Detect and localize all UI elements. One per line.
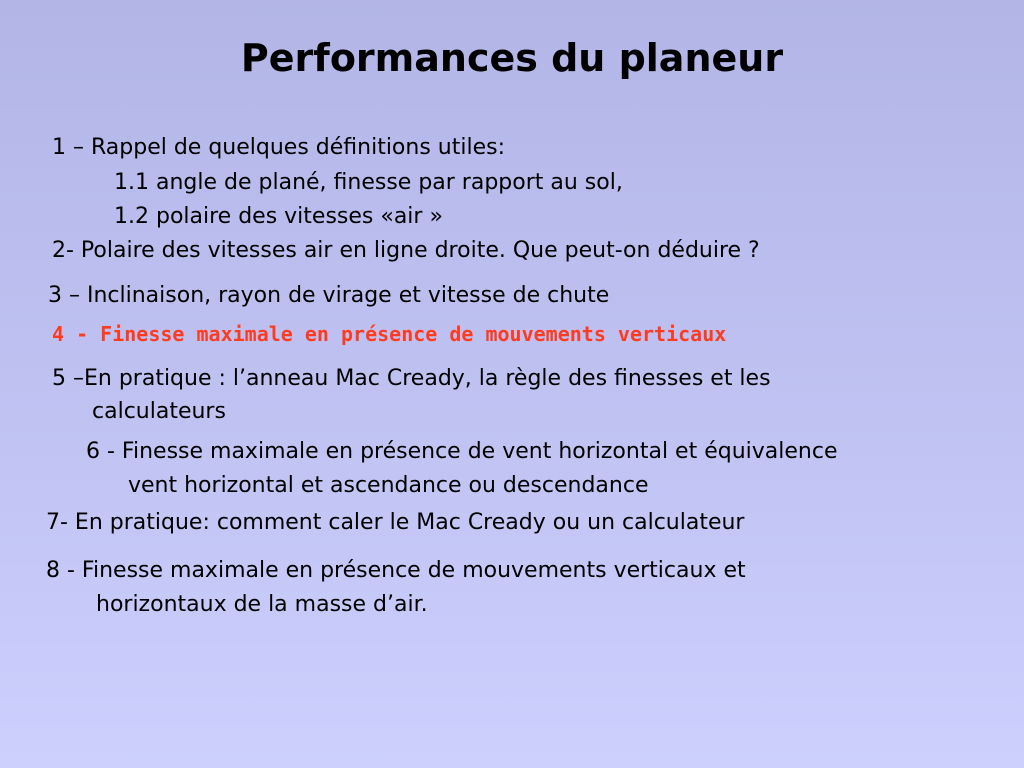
slide-title: Performances du planeur [240,36,784,80]
outline-item-5: 5 –En pratique : l’anneau Mac Cready, la règle des finesses et les [52,366,771,391]
outline-subitem-1-2: 1.2 polaire des vitesses «air » [114,204,443,229]
outline-item-8-continuation: horizontaux de la masse d’air. [96,592,428,617]
outline-item-7: 7- En pratique: comment caler le Mac Cready ou un calculateur [46,510,745,535]
outline-item-4-highlighted: 4 - Finesse maximale en présence de mouvements verticaux [52,322,727,346]
outline-item-3: 3 – Inclinaison, rayon de virage et vitesse de chute [48,283,610,308]
outline-item-2: 2- Polaire des vitesses air en ligne droite. Que peut-on déduire ? [52,238,760,263]
outline-subitem-1-1: 1.1 angle de plané, finesse par rapport au sol, [114,170,623,195]
outline-item-5-continuation: calculateurs [92,399,226,424]
outline-item-8: 8 - Finesse maximale en présence de mouvements verticaux et [46,558,746,583]
outline-item-1: 1 – Rappel de quelques définitions utiles: [52,135,505,160]
outline-item-6: 6 - Finesse maximale en présence de vent horizontal et équivalence [86,439,838,464]
outline-item-6-continuation: vent horizontal et ascendance ou descendance [128,473,649,498]
